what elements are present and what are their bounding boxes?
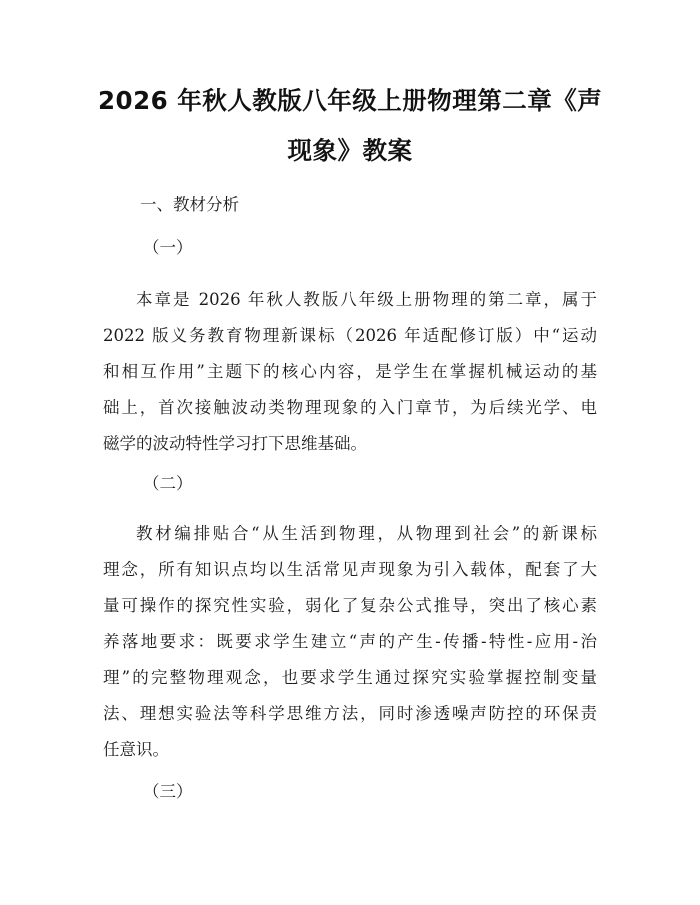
- paragraph-2-line: 理念，所有知识点均以生活常见声现象为引入载体，配套了大: [103, 560, 597, 579]
- paragraph-1: [103, 282, 597, 462]
- section-heading-textbook-analysis: 一、教材分析: [140, 195, 239, 214]
- paragraph-2-line: 量可操作的探究性实验，弱化了复杂公式推导，突出了核心素: [103, 596, 597, 615]
- document-title-line-2: 现象》教案: [287, 136, 413, 165]
- paragraph-2-line: 法、理想实验法等科学思维方法，同时渗透噪声防控的环保责: [103, 704, 597, 723]
- paragraph-2-line: 任意识。: [103, 740, 169, 759]
- paragraph-1-line: 2022 版义务教育物理新课标（2026 年适配修订版）中“运动: [103, 326, 597, 345]
- paragraph-2: [103, 516, 597, 768]
- paragraph-1-line: 础上，首次接触波动类物理现象的入门章节，为后续光学、电: [103, 398, 597, 417]
- paragraph-2-line: 养落地要求：既要求学生建立“声的产生-传播-特性-应用-治: [103, 632, 597, 651]
- paragraph-1-line: 磁学的波动特性学习打下思维基础。: [103, 434, 367, 453]
- document-title-line-1: 2026 年秋人教版八年级上册物理第二章《声: [98, 86, 603, 115]
- subsection-heading-1: （一）: [143, 238, 193, 257]
- paragraph-2-line: 理”的完整物理观念，也要求学生通过探究实验掌握控制变量: [103, 668, 597, 687]
- paragraph-1-line: 和相互作用”主题下的核心内容，是学生在掌握机械运动的基: [103, 362, 597, 381]
- subsection-heading-3: （三）: [143, 782, 193, 801]
- paragraph-1-line: 本章是 2026 年秋人教版八年级上册物理的第二章，属于: [136, 290, 597, 309]
- paragraph-2-line: 教材编排贴合“从生活到物理，从物理到社会”的新课标: [136, 524, 597, 543]
- subsection-heading-2: （二）: [143, 474, 193, 493]
